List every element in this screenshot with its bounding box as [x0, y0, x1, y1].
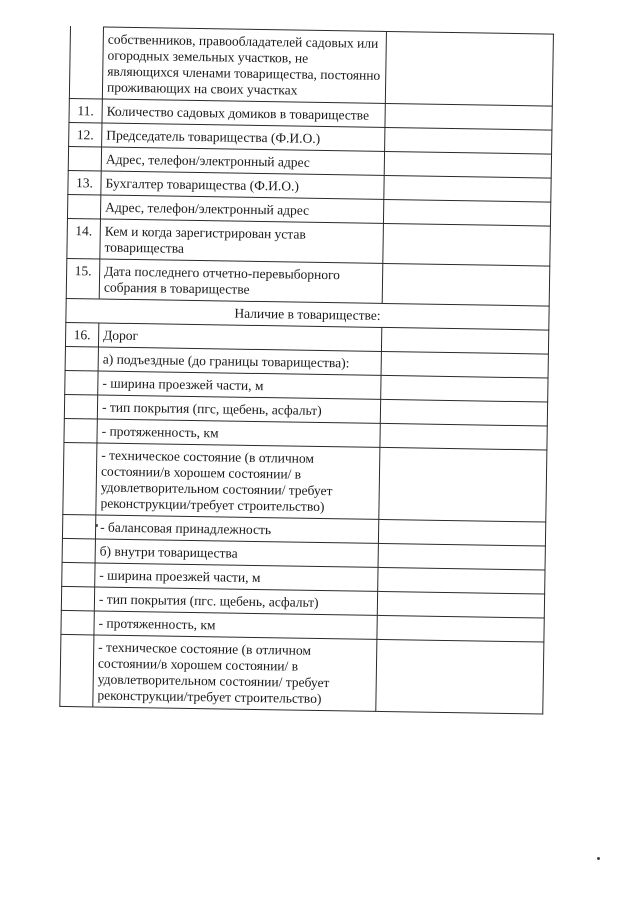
answer-cell[interactable] [383, 223, 551, 266]
row-number: 13. [68, 170, 101, 195]
row-number [62, 538, 95, 563]
row-label: Дорог [98, 323, 381, 351]
row-number [61, 610, 94, 635]
answer-cell[interactable] [385, 31, 553, 106]
answer-cell[interactable] [381, 375, 548, 402]
answer-cell[interactable] [377, 615, 544, 642]
row-number: 11. [69, 98, 102, 123]
row-label: - техническое состояние (в отличном состоянии/в хорошем состоянии/ в удовлетворительном состоянии/ требует реконструкции/требует строительство) [96, 443, 380, 519]
answer-cell[interactable] [380, 423, 547, 450]
table-row [63, 442, 547, 522]
row-number [63, 442, 97, 515]
answer-cell[interactable] [380, 399, 547, 426]
row-number [69, 27, 103, 100]
answer-cell[interactable] [385, 127, 552, 154]
row-number [68, 146, 101, 171]
row-label: Адрес, телефон/электронный адрес [100, 195, 383, 223]
row-number [65, 346, 98, 371]
row-number [61, 586, 94, 611]
survey-table [59, 26, 554, 715]
row-number: 15. [66, 258, 100, 299]
answer-cell[interactable] [384, 175, 551, 202]
row-label: Количество садовых домиков в товариществе [102, 99, 385, 127]
row-label: а) подъездные (до границы товарищества): [98, 347, 381, 375]
answer-cell[interactable] [378, 519, 545, 546]
table-row [60, 634, 544, 714]
answer-cell[interactable] [382, 263, 550, 306]
answer-cell[interactable] [376, 639, 544, 714]
row-number [65, 370, 98, 395]
scan-speck [597, 857, 600, 860]
row-number [64, 394, 97, 419]
answer-cell[interactable] [379, 447, 547, 522]
row-label: - ширина проезжей части, м [98, 371, 381, 399]
row-number: 12. [69, 122, 102, 147]
row-label: Председатель товарищества (Ф.И.О.) [102, 123, 385, 151]
row-number [62, 562, 95, 587]
row-number [62, 514, 95, 539]
row-label: Бухгалтер товарищества (Ф.И.О.) [101, 171, 384, 199]
row-label: - ширина проезжей части, м [95, 563, 378, 591]
row-number [67, 194, 100, 219]
row-label: - тип покрытия (пгс, щебень, асфальт) [97, 395, 380, 423]
row-label: - тип покрытия (пгс. щебень, асфальт) [94, 587, 377, 615]
row-label: Дата последнего отчетно-перевыборного собрания в товариществе [99, 259, 383, 303]
table-row [69, 27, 553, 107]
answer-cell[interactable] [377, 591, 544, 618]
row-label: собственников, правообладателей садовых или огородных земельных участков, не являющихся членами товарищества, постоянно проживающих на своих участках [102, 27, 386, 103]
row-number: 14. [67, 218, 101, 259]
answer-cell[interactable] [381, 351, 548, 378]
row-label: - протяженность, км [94, 611, 377, 639]
row-label: б) внутри товарищества [95, 539, 378, 567]
answer-cell[interactable] [378, 567, 545, 594]
row-label: Адрес, телефон/электронный адрес [101, 147, 384, 175]
answer-cell[interactable] [378, 543, 545, 570]
row-number: 16. [65, 322, 98, 347]
section-header: Наличие в товариществе: [66, 298, 549, 330]
row-number [64, 418, 97, 443]
answer-cell[interactable] [385, 103, 552, 130]
answer-cell[interactable] [384, 151, 551, 178]
row-label: - протяженность, км [97, 419, 380, 447]
row-number [60, 634, 94, 707]
answer-cell[interactable] [381, 327, 548, 354]
scan-speck [95, 524, 98, 527]
row-label: - техническое состояние (в отличном состоянии/в хорошем состоянии/ в удовлетворительном состоянии/ требует реконструкции/требует строительство) [93, 635, 377, 711]
row-label: - балансовая принадлежность [95, 515, 378, 543]
answer-cell[interactable] [383, 199, 550, 226]
row-label: Кем и когда зарегистрирован устав товарищества [100, 219, 384, 263]
